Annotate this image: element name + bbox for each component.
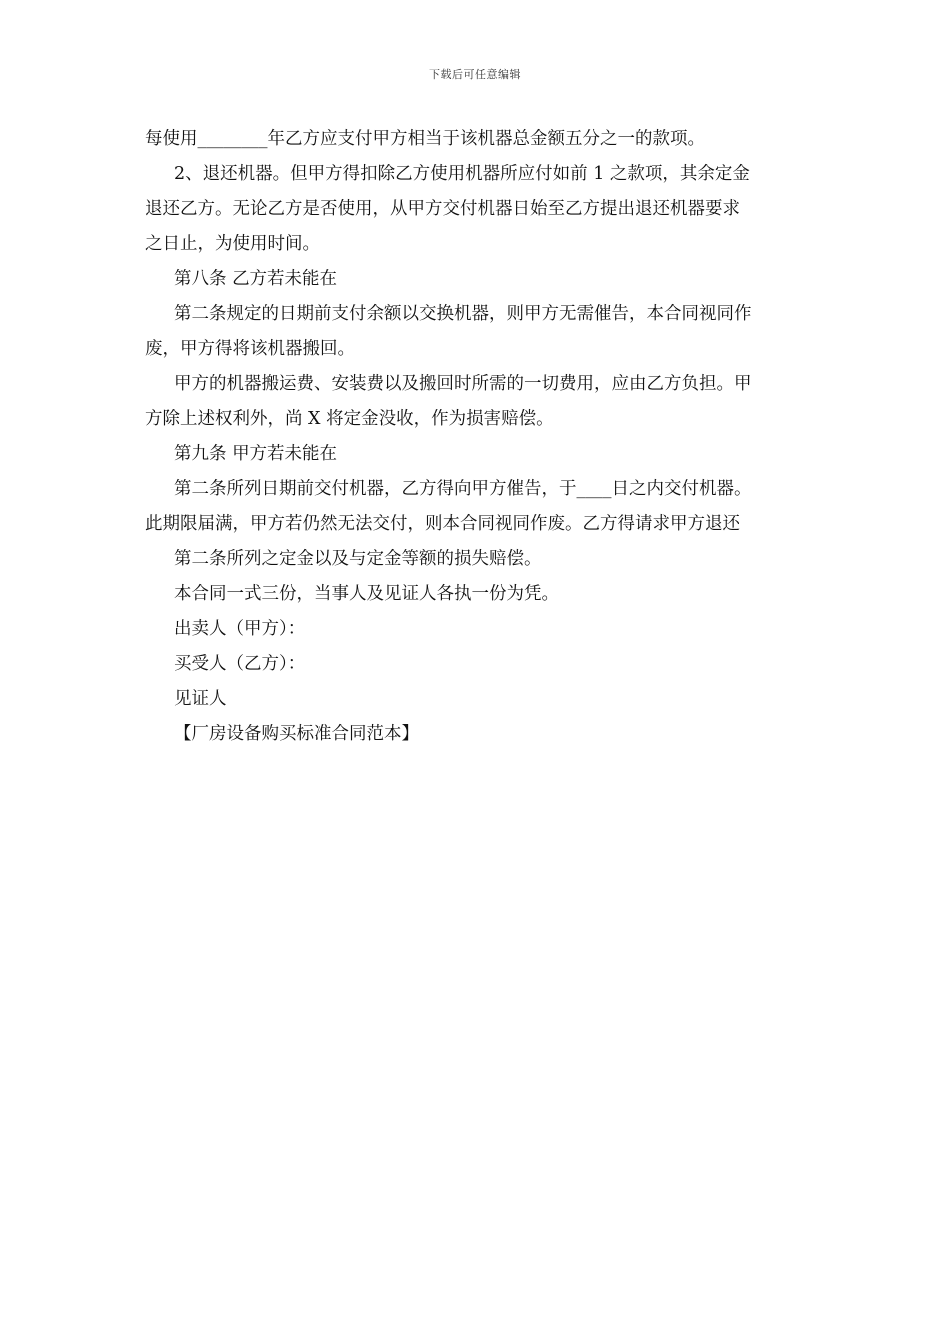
paragraph-line: 甲方的机器搬运费、安装费以及搬回时所需的一切费用，应由乙方负担。甲 — [174, 374, 752, 394]
paragraph-line: 第二条所列之定金以及与定金等额的损失赔偿。 — [174, 549, 542, 569]
witness-signature-line: 见证人 — [174, 689, 227, 709]
document-title-footer: 【厂房设备购买标准合同范本】 — [174, 724, 419, 744]
paragraph-line: 第二条所列日期前交付机器，乙方得向甲方催告，于____日之内交付机器。 — [174, 479, 752, 499]
page-header: 下载后可任意编辑 — [429, 68, 521, 81]
document-body — [145, 122, 807, 752]
paragraph-line: 之日止，为使用时间。 — [145, 234, 320, 254]
paragraph-line: 2、退还机器。但甲方得扣除乙方使用机器所应付如前 1 之款项，其余定金 — [174, 164, 750, 184]
buyer-signature-line: 买受人（乙方）： — [174, 654, 306, 674]
paragraph-line: 每使用________年乙方应支付甲方相当于该机器总金额五分之一的款项。 — [145, 129, 705, 149]
paragraph-line: 第二条规定的日期前支付余额以交换机器，则甲方无需催告，本合同视同作 — [174, 304, 752, 324]
paragraph-line: 本合同一式三份，当事人及见证人各执一份为凭。 — [174, 584, 559, 604]
paragraph-line: 此期限届满，甲方若仍然无法交付，则本合同视同作废。乙方得请求甲方退还 — [145, 514, 740, 534]
article-heading: 第九条 甲方若未能在 — [174, 444, 338, 464]
seller-signature-line: 出卖人（甲方）： — [174, 619, 306, 639]
paragraph-line: 废，甲方得将该机器搬回。 — [145, 339, 355, 359]
paragraph-line: 退还乙方。无论乙方是否使用，从甲方交付机器日始至乙方提出退还机器要求 — [145, 199, 740, 219]
article-heading: 第八条 乙方若未能在 — [174, 269, 338, 289]
paragraph-line: 方除上述权利外，尚 X 将定金没收，作为损害赔偿。 — [145, 409, 554, 429]
